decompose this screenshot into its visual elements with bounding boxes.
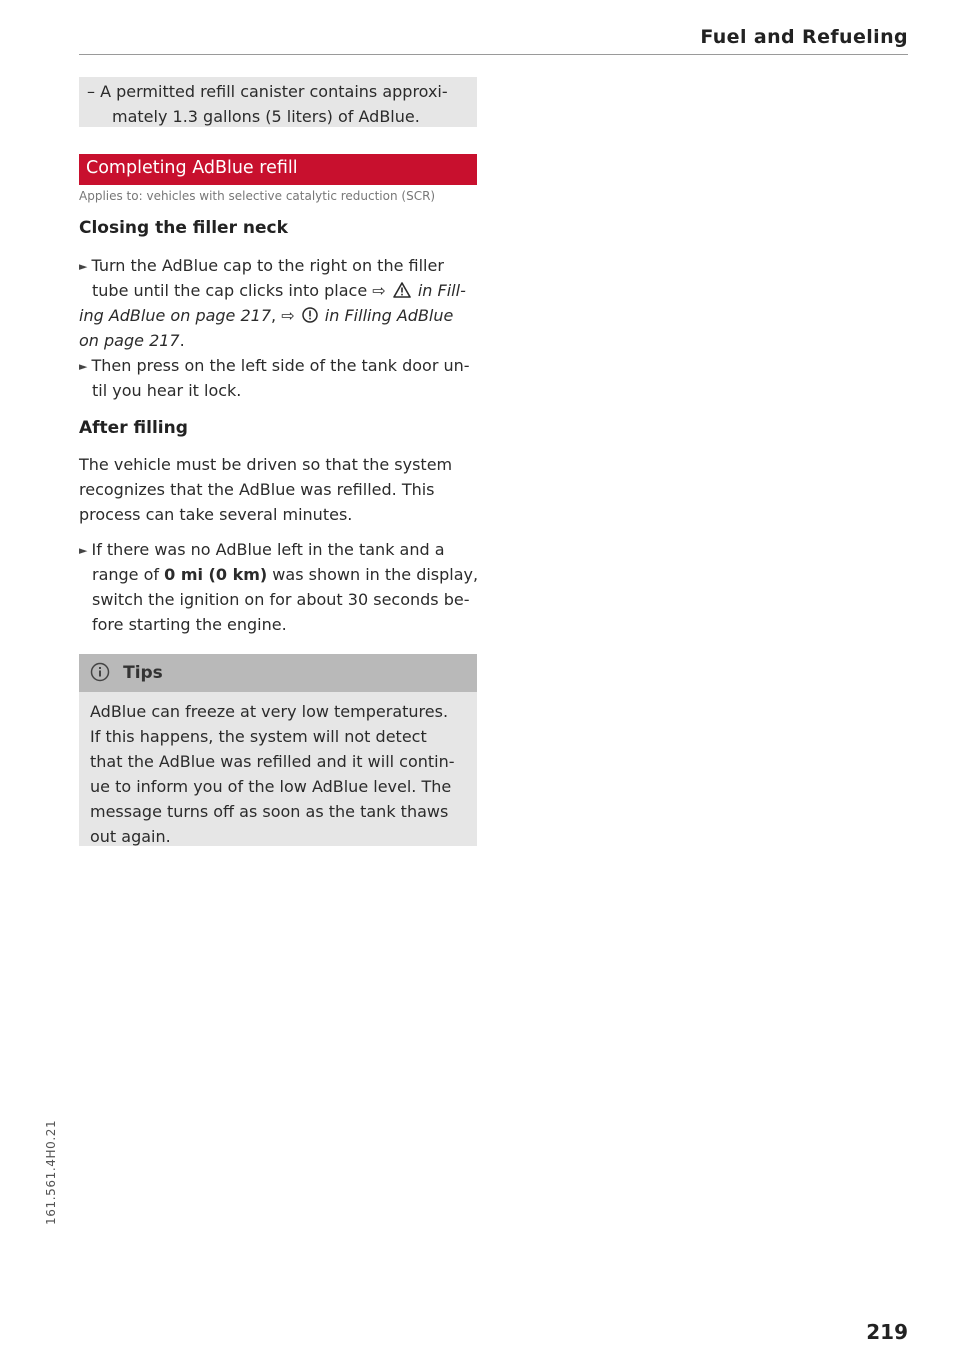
after-bullet-1-line-2: [92, 562, 478, 587]
closing-bullet-2-line-2: til you hear it lock.: [92, 381, 242, 400]
triangle-bullet-icon: ►: [79, 360, 88, 373]
closing-bullet-1-line-4: [79, 328, 185, 353]
after-paragraph-line: process can take several minutes.: [79, 505, 353, 524]
tips-header: [79, 654, 477, 692]
bullet-text: range of: [92, 565, 160, 584]
tips-line: that the AdBlue was refilled and it will contin-: [90, 752, 455, 771]
cross-reference-link[interactable]: on page 217: [79, 331, 180, 350]
warning-triangle-icon[interactable]: [393, 280, 411, 305]
bullet-text: If there was no AdBlue left in the tank and a: [91, 540, 445, 559]
header-divider: [79, 54, 908, 55]
after-bullet-1-line-3: switch the ignition on for about 30 seconds be-: [92, 590, 470, 609]
bullet-text: .: [179, 331, 185, 350]
closing-bullet-1: [79, 253, 444, 280]
page-number: 219: [866, 1320, 908, 1344]
cross-reference-link[interactable]: in Fill-: [417, 281, 466, 300]
closing-bullet-2: [79, 353, 470, 380]
tips-body: [79, 692, 477, 846]
closing-bullet-1-line-3: [79, 303, 453, 330]
bullet-text: , ⇨: [271, 306, 295, 325]
tips-line: If this happens, the system will not detect: [90, 727, 427, 746]
after-bullet-1: [79, 537, 445, 564]
after-heading: After filling: [79, 418, 188, 438]
section-title-bar: [79, 154, 477, 185]
tips-line: AdBlue can freeze at very low temperatures.: [90, 702, 449, 721]
bullet-text: Turn the AdBlue cap to the right on the filler: [91, 256, 444, 275]
after-bullet-1-line-4: fore starting the engine.: [92, 615, 287, 634]
section-title: Completing AdBlue refill: [86, 158, 298, 178]
note-line: mately 1.3 gallons (5 liters) of AdBlue.: [112, 107, 420, 126]
triangle-bullet-icon: ►: [79, 260, 88, 273]
range-value: 0 mi (0 km): [164, 565, 268, 584]
tips-title: Tips: [123, 663, 163, 683]
bullet-text: Then press on the left side of the tank door un-: [91, 356, 470, 375]
applies-to-text: Applies to: vehicles with selective catalytic reduction (SCR): [79, 189, 436, 203]
document-code-text: 161.561.4H0.21: [44, 1119, 58, 1225]
tips-line: out again.: [90, 827, 171, 846]
running-header-title: Fuel and Refueling: [700, 26, 908, 48]
note-line: – A permitted refill canister contains approxi-: [87, 82, 448, 101]
closing-heading: Closing the filler neck: [79, 218, 288, 238]
cross-reference-link[interactable]: ing AdBlue on page 217: [79, 306, 272, 325]
tips-line: ue to inform you of the low AdBlue level. The: [90, 777, 452, 796]
after-paragraph-line: recognizes that the AdBlue was refilled. This: [79, 480, 435, 499]
cross-reference-link[interactable]: in Filling AdBlue: [324, 306, 454, 325]
triangle-bullet-icon: ►: [79, 544, 88, 557]
bullet-text: was shown in the display,: [272, 565, 479, 584]
closing-bullet-1-line-2: [92, 278, 466, 305]
info-circle-icon: [90, 667, 115, 686]
note-box: [79, 77, 477, 127]
after-paragraph-line: The vehicle must be driven so that the system: [79, 455, 453, 474]
tips-line: message turns off as soon as the tank thaws: [90, 802, 449, 821]
exclamation-circle-icon[interactable]: [302, 305, 318, 330]
bullet-text: tube until the cap clicks into place ⇨: [92, 281, 386, 300]
